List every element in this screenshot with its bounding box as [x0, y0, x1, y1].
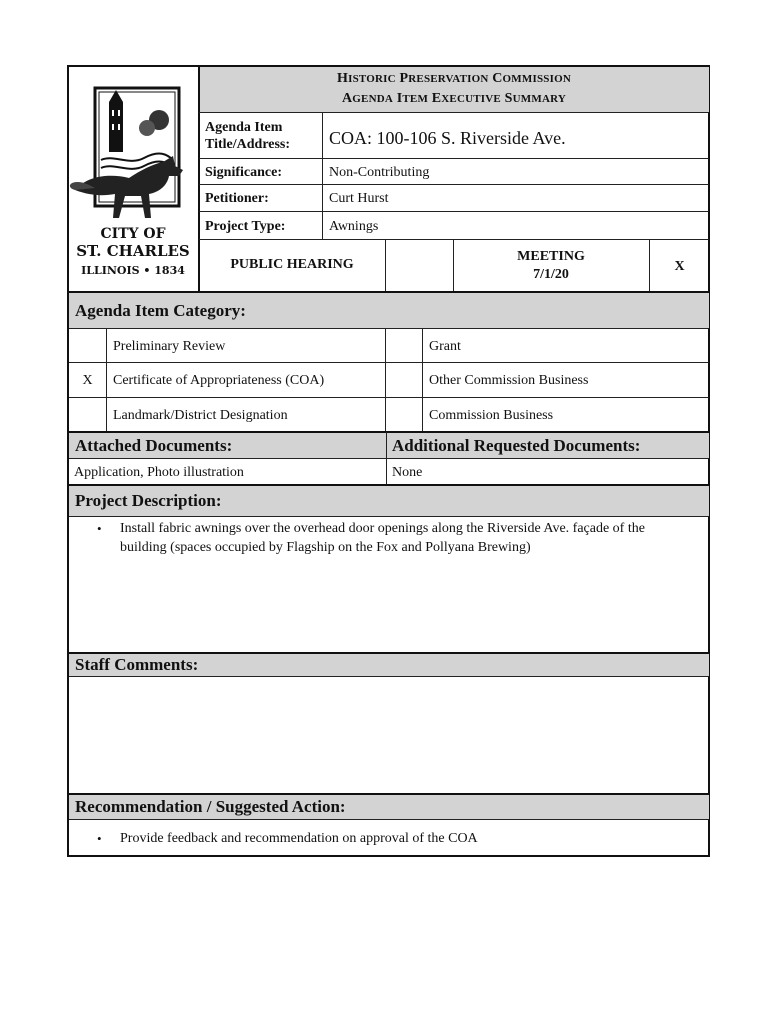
additional-documents-heading: Additional Requested Documents: — [392, 436, 641, 455]
meeting-date: 7/1/20 — [533, 267, 569, 282]
logo-st-charles: ST. CHARLES — [76, 242, 190, 260]
agenda-item-label-line1: Agenda Item — [205, 120, 283, 135]
additional-documents-value: None — [392, 465, 423, 480]
rule — [69, 676, 709, 677]
rule — [199, 112, 709, 113]
title-line-2: AGENDA ITEM EXECUTIVE SUMMARY — [341, 91, 567, 106]
bullet-icon: • — [97, 521, 102, 536]
category-checkbox-coa[interactable]: X — [82, 373, 93, 388]
rule — [69, 328, 709, 329]
category-label-coa: Certificate of Appropriateness (COA) — [113, 373, 325, 388]
rule — [69, 819, 709, 820]
attached-documents-heading: Attached Documents: — [75, 436, 233, 455]
recommendation-heading: Recommendation / Suggested Action: — [75, 797, 346, 816]
rule — [199, 184, 709, 185]
rule — [69, 397, 709, 398]
meeting-label: MEETING — [517, 249, 585, 264]
agenda-item-value: COA: 100-106 S. Riverside Ave. — [329, 128, 566, 148]
category-label-commission-business: Commission Business — [429, 408, 554, 423]
agenda-item-label — [205, 119, 290, 153]
petitioner-label: Petitioner: — [205, 191, 269, 206]
rule — [386, 432, 387, 485]
rule — [385, 328, 386, 432]
category-label-other-business: Other Commission Business — [429, 373, 589, 388]
title-line-1: HISTORIC PRESERVATION COMMISSION — [337, 71, 571, 86]
meeting-cell — [453, 248, 649, 284]
meeting-checkbox[interactable]: X — [674, 259, 685, 274]
rule — [69, 516, 709, 517]
project-type-label: Project Type: — [205, 219, 286, 234]
rule — [422, 328, 423, 432]
significance-label: Significance: — [205, 165, 282, 180]
rule — [69, 458, 709, 459]
category-label-grant: Grant — [429, 339, 461, 354]
project-description-heading: Project Description: — [75, 491, 222, 510]
logo-illinois-1834: ILLINOIS • 1834 — [81, 264, 185, 277]
category-label-landmark: Landmark/District Designation — [113, 408, 288, 423]
rule — [322, 112, 323, 240]
category-heading: Agenda Item Category: — [75, 301, 246, 320]
rule — [199, 158, 709, 159]
document-title — [199, 69, 709, 109]
attached-documents-value: Application, Photo illustration — [74, 465, 244, 480]
rule — [385, 239, 386, 292]
agenda-item-label-line2: Title/Address: — [205, 137, 291, 152]
category-label-preliminary-review: Preliminary Review — [113, 339, 226, 354]
significance-value: Non-Contributing — [329, 165, 430, 180]
rule — [69, 362, 709, 363]
fox-tower-emblem-icon — [69, 70, 197, 230]
bullet-icon: • — [97, 831, 102, 846]
petitioner-value: Curt Hurst — [329, 191, 389, 206]
logo-city-of: CITY OF — [100, 226, 166, 242]
recommendation-bullet: Provide feedback and recommendation on approval of the COA — [120, 831, 478, 846]
public-hearing-label: PUBLIC HEARING — [230, 257, 354, 272]
rule — [199, 239, 709, 240]
project-type-value: Awnings — [329, 219, 379, 234]
city-logo — [69, 70, 197, 285]
rule — [106, 328, 107, 432]
project-description-line-1: Install fabric awnings over the overhead door openings along the Riverside Ave. façade of the — [120, 521, 645, 536]
staff-comments-heading: Staff Comments: — [75, 655, 199, 674]
rule — [199, 211, 709, 212]
project-description-line-2: building (spaces occupied by Flagship on the Fox and Pollyana Brewing) — [120, 540, 531, 555]
